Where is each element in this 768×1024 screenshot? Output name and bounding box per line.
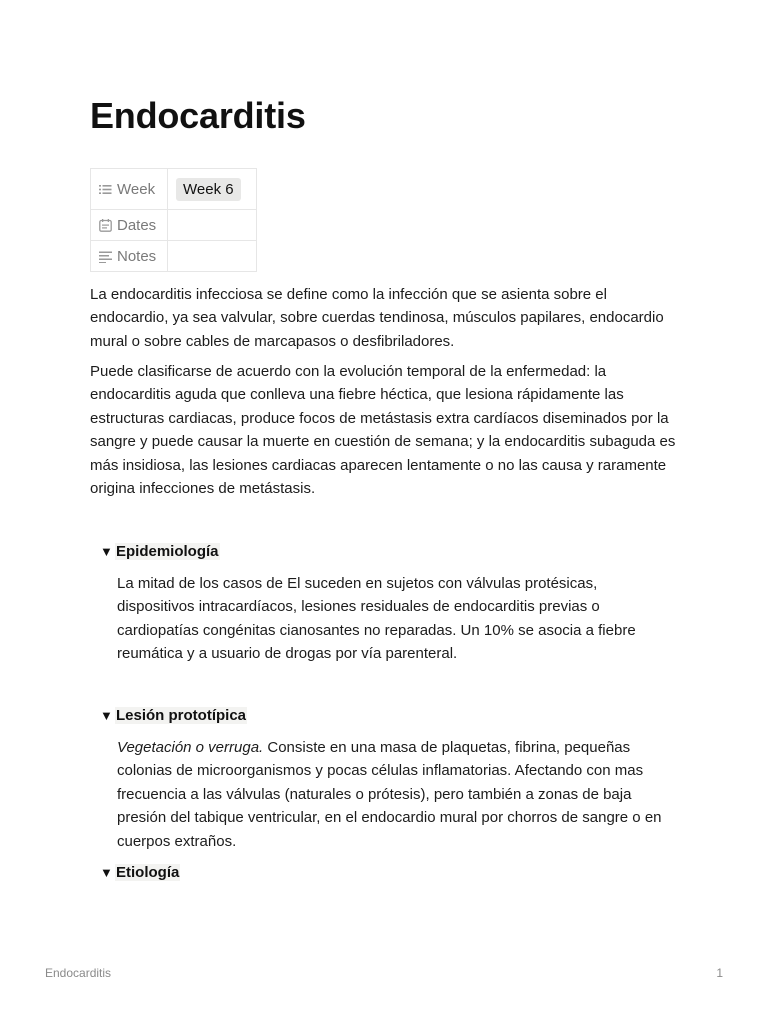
property-key-label: Notes	[117, 247, 157, 265]
property-key-notes	[91, 241, 168, 272]
toggle-triangle-icon[interactable]: ▼	[100, 544, 113, 559]
toggle-triangle-icon[interactable]: ▼	[100, 865, 113, 880]
toggle-title: Epidemiología	[116, 543, 219, 560]
page-title: Endocarditis	[90, 95, 306, 136]
property-key-week	[91, 169, 168, 210]
property-value-notes[interactable]	[168, 241, 257, 272]
property-row-dates	[91, 210, 257, 241]
list-icon	[99, 183, 112, 196]
toggle-header[interactable]	[100, 862, 680, 884]
toggle-title: Lesión prototípica	[116, 707, 247, 724]
property-key-label: Dates	[117, 216, 157, 234]
toggle-triangle-icon[interactable]: ▼	[100, 708, 113, 723]
intro-paragraph: La endocarditis infecciosa se define como la infección que se asienta sobre el endocardio, ya sea valvular, sobre cuerdas tendinosa, músculos papilares, endocardio mural o sobre cables de marcapasos o desfibriladores.	[90, 286, 664, 350]
toggle-content	[117, 572, 677, 666]
toggle-paragraph: La mitad de los casos de El suceden en sujetos con válvulas protésicas, dispositivos intracardíacos, lesiones residuales de endocarditis previas o cardiopatías congénitas cianosantes no reparadas. Un 10% se asocia a fiebre reumática y a usuario de drogas por vía parenteral.	[117, 575, 636, 663]
italic-term: Vegetación o verruga.	[117, 739, 264, 756]
classification-paragraph: Puede clasificarse de acuerdo con la evolución temporal de la enfermedad: la endocarditis aguda que conlleva una fiebre héctica, que lesiona rápidamente las estructuras cardiacas, produce focos de metástasis extra cardíacos diseminados por la sangre y puede causar la muerte en cuestión de semana; y la endocarditis subaguda es más insidiosa, las lesiones cardiacas aparecen lentamente o no las causa y raramente origina infecciones de metástasis.	[90, 363, 676, 498]
toggle-content	[117, 736, 677, 853]
toggle-etiologia	[100, 862, 680, 884]
property-row-notes	[91, 241, 257, 272]
toggle-lesion-prototipica	[100, 705, 680, 853]
toggle-header[interactable]	[100, 541, 680, 563]
toggle-epidemiologia	[100, 541, 680, 666]
toggle-paragraph-text: Consiste en una masa de plaquetas, fibrina, pequeñas colonias de microorganismos y pocas células inflamatorias. Afectando con mas frecuencia a las válvulas (naturales o prótesis), pero también a zonas de baja presión del tabique ventricular, en el endocardio mural por chorros de sangre o en cuerpos extraños.	[117, 739, 662, 850]
footer-page-number: 1	[716, 966, 723, 980]
week-tag[interactable]: Week 6	[176, 178, 241, 201]
properties-table	[90, 168, 257, 272]
calendar-icon	[99, 219, 112, 232]
toggle-paragraph	[117, 736, 677, 853]
property-row-week	[91, 169, 257, 210]
text-lines-icon	[99, 250, 112, 263]
footer-doc-name: Endocarditis	[45, 966, 112, 980]
toggle-title: Etiología	[116, 864, 180, 881]
property-key-label: Week	[117, 180, 156, 198]
toggle-header[interactable]	[100, 705, 680, 727]
property-value-week[interactable]	[168, 169, 257, 210]
property-key-dates	[91, 210, 168, 241]
property-value-dates[interactable]	[168, 210, 257, 241]
